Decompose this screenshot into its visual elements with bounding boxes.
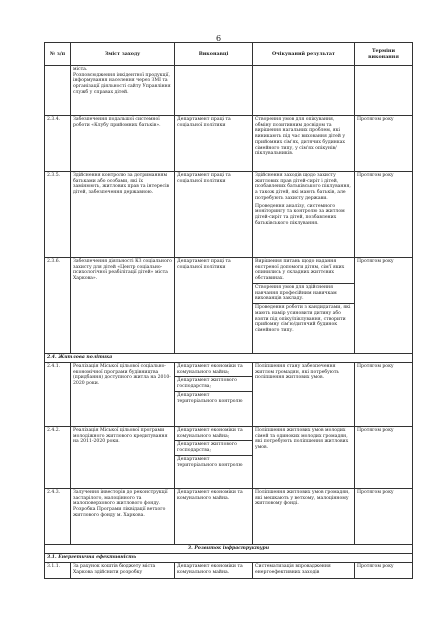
executor: Департамент житлового господарства; (175, 376, 252, 389)
executor: Департамент економіки та комунального майна; (177, 428, 243, 439)
executor: Департамент територіального контролю (175, 391, 252, 404)
row-content: Забезпечення подальшої системної роботи «Клубу прийомних батьків». (71, 116, 175, 172)
col-header-executors: Виконавці (175, 43, 253, 66)
measures-table (44, 42, 413, 579)
result-paragraph: Вирішення питань щодо надання екстреної допомоги дітям, сім'ї яких опинились у складних життєвих обставинах. (255, 259, 345, 282)
section-title-energy: 3.1. Енергетична ефективність (45, 554, 413, 563)
col-header-content: Зміст заходу (71, 43, 175, 66)
col-header-result: Очікуваний результат (253, 43, 355, 66)
page-number: 6 (215, 34, 222, 43)
row-deadline: Протягом року (355, 116, 413, 172)
row-no: 2.4.2. (45, 427, 71, 489)
row-result: Створення умов для опікування, обміну позитивним досвідом та вирішення нагальних проблем, які виникають під час виховання дітей у прийомних сім'ях, дитячих будинках сімейного типу, у сім'ях опікунів/піклувальників. (253, 116, 355, 172)
row-result (253, 258, 355, 354)
row-content: Забезпечення діяльності КЗ соціального захисту для дітей «Центр соціально-психологічної реабілітації дітей» міста Харкова». (71, 258, 175, 354)
row-no: 3.1.1. (45, 563, 71, 579)
row-executors (175, 427, 253, 489)
row-no: 2.3.4. (45, 116, 71, 172)
section-title-housing: 2.4. Житлова політика (45, 354, 413, 363)
table-row (45, 116, 413, 172)
row-no: 2.4.3. (45, 489, 71, 545)
row-no: 2.3.6. (45, 258, 71, 354)
table-row (45, 489, 413, 545)
result-paragraph: Проведення аналізу, системного моніторингу та контролю за житлом дітей-сиріт та дітей, позбавлених батьківського піклування. (255, 203, 345, 226)
row-deadline: Протягом року (355, 489, 413, 545)
row-executors: Департамент праці та соціальної політики (175, 258, 253, 354)
result-paragraph: Здійснення заходів щодо захисту житлових прав дітей-сиріт і дітей, позбавлених батьківського піклування, а також дітей, які мають батьків, але потребують захисту держави. (255, 173, 351, 201)
row-content: Здійснення контролю за дотриманням батьками або особами, які їх замінюють, житлових прав та інтересів дітей, забезпечення державною. (71, 172, 175, 258)
row-result: Систематизація впровадження енергоефективних заходів (253, 563, 355, 579)
row-result: Поліпшення житлових умов молодих сімей та одиноких молодих громадян, які потребують поліпшення житлових умов. (253, 427, 355, 489)
table-row (45, 363, 413, 427)
table-row (45, 427, 413, 489)
row-content: Залучення інвесторів до реконструкції застарілого, малоцінного та малоповерхового житлового фонду. Розробка Програми ліквідації ветхого житлового фонду м. Харкова. (71, 489, 175, 545)
row-result (253, 66, 355, 116)
col-header-no: № з/п (45, 43, 71, 66)
col-header-deadline: Терміни виконання (355, 43, 413, 66)
row-deadline: Протягом року (355, 427, 413, 489)
section-row (45, 545, 413, 554)
table-row (45, 563, 413, 579)
result-paragraph: Створення умов для здійснення навчання професійним навичкам вихованців закладу. (253, 283, 354, 302)
table-header-row (45, 43, 413, 66)
row-result: Поліпшення стану забезпечення житлом громадян, які потребують поліпшення житлових умов. (253, 363, 355, 427)
section-row (45, 354, 413, 363)
row-result: Поліпшення житлових умов громадян, які мешкають у ветхому, малоцінному житловому фонді. (253, 489, 355, 545)
table-row (45, 258, 413, 354)
row-deadline: Протягом року (355, 563, 413, 579)
section-title-infrastructure: 3. Розвиток інфраструктури (45, 545, 413, 554)
executor: Департамент житлового господарства; (175, 440, 252, 453)
row-deadline (355, 66, 413, 116)
row-executors (175, 363, 253, 427)
row-no (45, 66, 71, 116)
row-deadline: Протягом року (355, 172, 413, 258)
row-executors: Департамент економіки та комунального майна. (175, 563, 253, 579)
row-no: 2.3.5. (45, 172, 71, 258)
row-result (253, 172, 355, 258)
row-content: Реалізація Міської цільової програми молодіжного житлового кредитування на 2011-2020 роки. (71, 427, 175, 489)
result-paragraph: Проведення роботи з кандидатами, які мають намір усиновити дитину або взяти під опіку/піклування, створити прийомну сім'ю/дитячий будинок сімейного типу. (253, 303, 354, 334)
row-executors: Департамент економіки та комунального майна. (175, 489, 253, 545)
executor: Департамент територіального контролю (175, 455, 252, 468)
executor: Департамент економіки та комунального майна; (177, 364, 243, 375)
row-content: За рахунок коштів бюджету міста Харкова здійснити розробку (71, 563, 175, 579)
row-content: Реалізація Міської цільової соціально-економічної програми будівництва (придбання) доступного житла на 2010-2020 роки. (71, 363, 175, 427)
table-row (45, 66, 413, 116)
section-row (45, 554, 413, 563)
table-row (45, 172, 413, 258)
row-executors (175, 66, 253, 116)
row-content: міста. Розповсюдження інкідентної продукції, інформування населення через ЗМІ та організації діяльності сайту Управління служб у справах дітей. (71, 66, 175, 116)
row-deadline: Протягом року (355, 363, 413, 427)
row-deadline: Протягом року (355, 258, 413, 354)
row-executors: Департамент праці та соціальної політики (175, 172, 253, 258)
row-no: 2.4.1. (45, 363, 71, 427)
row-executors: Департамент праці та соціальної політики (175, 116, 253, 172)
